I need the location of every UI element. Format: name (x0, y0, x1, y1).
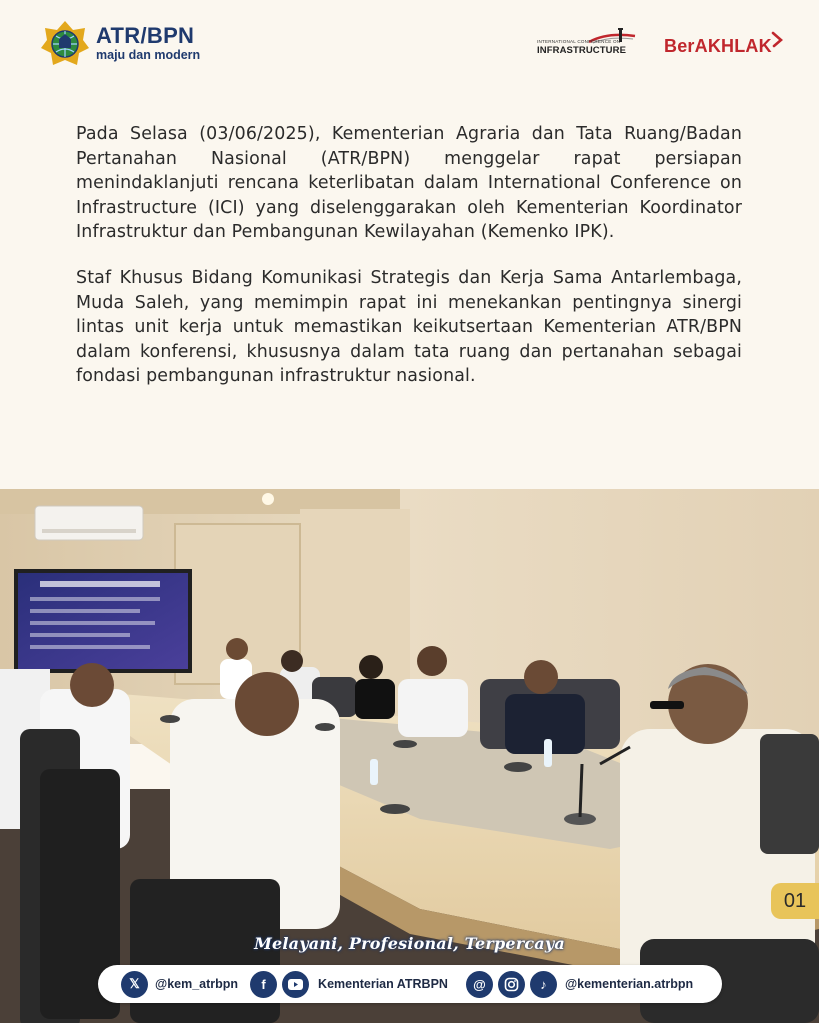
berakhlak-logo (664, 36, 783, 57)
logo-title: ATR/BPN (96, 22, 195, 48)
youtube-play-icon (288, 979, 303, 990)
tagline: Melayani, Profesional, Terpercaya (254, 934, 565, 953)
page-number-badge: 01 (771, 883, 819, 919)
ici-logo (537, 28, 637, 56)
instagram-icon[interactable] (498, 971, 525, 998)
ig-handle[interactable]: @kementerian.atrbpn (564, 977, 694, 991)
instagram-glyph-icon (504, 977, 519, 992)
chevron-right-icon (771, 31, 783, 53)
logo-subtitle: maju dan modern (96, 47, 201, 62)
x-handle[interactable]: @kem_atrbpn (155, 977, 239, 991)
youtube-icon[interactable] (282, 971, 309, 998)
atrbpn-emblem-icon (40, 20, 90, 66)
social-bar (98, 965, 722, 1003)
ici-small-text: INTERNATIONAL CONFERENCE ON (537, 39, 621, 44)
ici-big-text: INFRASTRUCTURE (537, 45, 627, 56)
threads-icon[interactable]: @ (466, 971, 493, 998)
fb-yt-handle[interactable]: Kementerian ATRBPN (318, 977, 448, 991)
article-paragraph-1: Pada Selasa (03/06/2025), Kementerian Agraria dan Tata Ruang/Badan Pertanahan Nasional (ATR/BPN) menggelar rapat persiapan menindaklanjuti rencana keterlibatan dalam International Conference on Infrastructure (ICI) yang diselenggarakan oleh Kementerian Koordinator Infrastruktur dan Pembangunan Kewilayahan (Kemenko IPK). (76, 124, 742, 243)
atrbpn-logo (40, 20, 200, 66)
article-paragraph-2: Staf Khusus Bidang Komunikasi Strategis dan Kerja Sama Antarlembaga, Muda Saleh, yang memimpin rapat ini menekankan pentingnya sinergi lintas unit kerja untuk memastikan keikutsertaan Kementerian ATR/BPN dalam konferensi, khususnya dalam tata ruang dan pertanahan sebagai fondasi pembangunan infrastruktur nasional. (76, 267, 742, 387)
tiktok-icon[interactable]: ♪ (530, 971, 557, 998)
berakhlak-text: BerAKHLAK (664, 36, 772, 56)
x-icon[interactable]: 𝕏 (121, 971, 148, 998)
facebook-icon[interactable]: f (250, 971, 277, 998)
article-body (76, 122, 742, 410)
